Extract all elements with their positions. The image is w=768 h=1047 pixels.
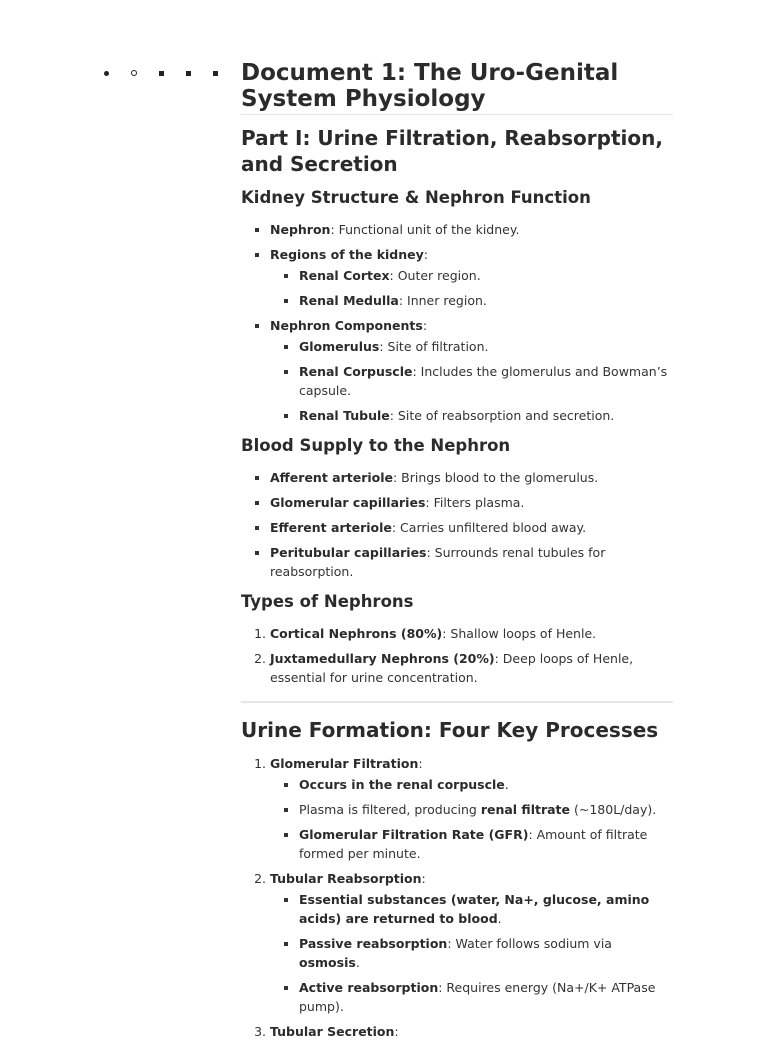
nested-bullet-markers — [104, 70, 240, 76]
section-heading-blood-supply: Blood Supply to the Nephron — [241, 436, 511, 455]
document-content — [241, 60, 673, 1047]
list-item: ▪ Occurs in the renal corpuscle. — [299, 775, 673, 794]
nephron-types-list — [241, 624, 673, 687]
list-item: ▪ Efferent arteriole: Carries unfiltered blood away. — [270, 518, 673, 537]
list-item: ▪ Afferent arteriole: Brings blood to the glomerulus. — [270, 468, 673, 487]
list-item: ▪ Essential substances (water, Na+, glucose, amino acids) are returned to blood. — [299, 890, 673, 928]
list-item: ▪ Nephron Components: ▪ Glomerulus: Site of filtration. ▪ Renal Corpuscle: Includes the glomerulus and Bowman’s capsule. ▪ Renal Tubule: Site of reabsorption and secretion. — [270, 316, 673, 425]
document-title: Document 1: The Uro-Genital System Physiology — [241, 60, 673, 115]
list-item: 1. Glomerular Filtration: ▪ Occurs in the renal corpuscle. ▪ Plasma is filtered, producing renal filtrate (~180L/day). ▪ Glomerular Filtration Rate (GFR): Amount of filtrate formed per minute. — [270, 754, 673, 863]
circle-bullet-icon — [131, 70, 137, 76]
list-item: ▪ Nephron: Functional unit of the kidney. — [270, 220, 673, 239]
list-item: ▪ Glomerular Filtration Rate (GFR): Amount of filtrate formed per minute. — [299, 825, 673, 863]
section-heading-kidney-structure: Kidney Structure & Nephron Function — [241, 188, 591, 207]
list-item: ▪ Renal Tubule: Site of reabsorption and secretion. — [299, 406, 673, 425]
blood-supply-list — [241, 468, 673, 581]
list-item: ▪ Renal Cortex: Outer region. — [299, 266, 673, 285]
urine-formation-list — [241, 754, 673, 1041]
kidney-structure-list — [241, 220, 673, 425]
section-divider — [241, 701, 673, 703]
list-item: ▪ Passive reabsorption: Water follows sodium via osmosis. — [299, 934, 673, 972]
list-item: 3. Tubular Secretion: — [270, 1022, 673, 1041]
list-item: ▪ Active reabsorption: Requires energy (Na+/K+ ATPase pump). — [299, 978, 673, 1016]
list-item: 1. Cortical Nephrons (80%): Shallow loops of Henle. — [270, 624, 673, 643]
list-item: ▪ Plasma is filtered, producing renal filtrate (~180L/day). — [299, 800, 673, 819]
section-heading-nephron-types: Types of Nephrons — [241, 592, 414, 611]
list-item: ▪ Peritubular capillaries: Surrounds renal tubules for reabsorption. — [270, 543, 673, 581]
part-heading: Part I: Urine Filtration, Reabsorption, and Secretion — [241, 126, 663, 176]
square-bullet-icon — [186, 71, 191, 76]
list-item: ▪ Renal Corpuscle: Includes the glomerulus and Bowman’s capsule. — [299, 362, 673, 400]
square-bullet-icon — [159, 71, 164, 76]
list-item: ▪ Glomerulus: Site of filtration. — [299, 337, 673, 356]
disc-bullet-icon — [104, 71, 109, 76]
list-item: ▪ Glomerular capillaries: Filters plasma. — [270, 493, 673, 512]
section-heading-urine-formation: Urine Formation: Four Key Processes — [241, 718, 659, 742]
list-item: ▪ Renal Medulla: Inner region. — [299, 291, 673, 310]
square-bullet-icon — [213, 71, 218, 76]
list-item: ▪ Regions of the kidney: ▪ Renal Cortex: Outer region. ▪ Renal Medulla: Inner region. — [270, 245, 673, 310]
list-item: 2. Tubular Reabsorption: ▪ Essential substances (water, Na+, glucose, amino acids) are returned to blood. ▪ Passive reabsorption: Water follows sodium via osmosis. ▪ Active reabsorption: Requires energy (Na+/K+ ATPase pump). — [270, 869, 673, 1016]
list-item: 2. Juxtamedullary Nephrons (20%): Deep loops of Henle, essential for urine concentration. — [270, 649, 673, 687]
